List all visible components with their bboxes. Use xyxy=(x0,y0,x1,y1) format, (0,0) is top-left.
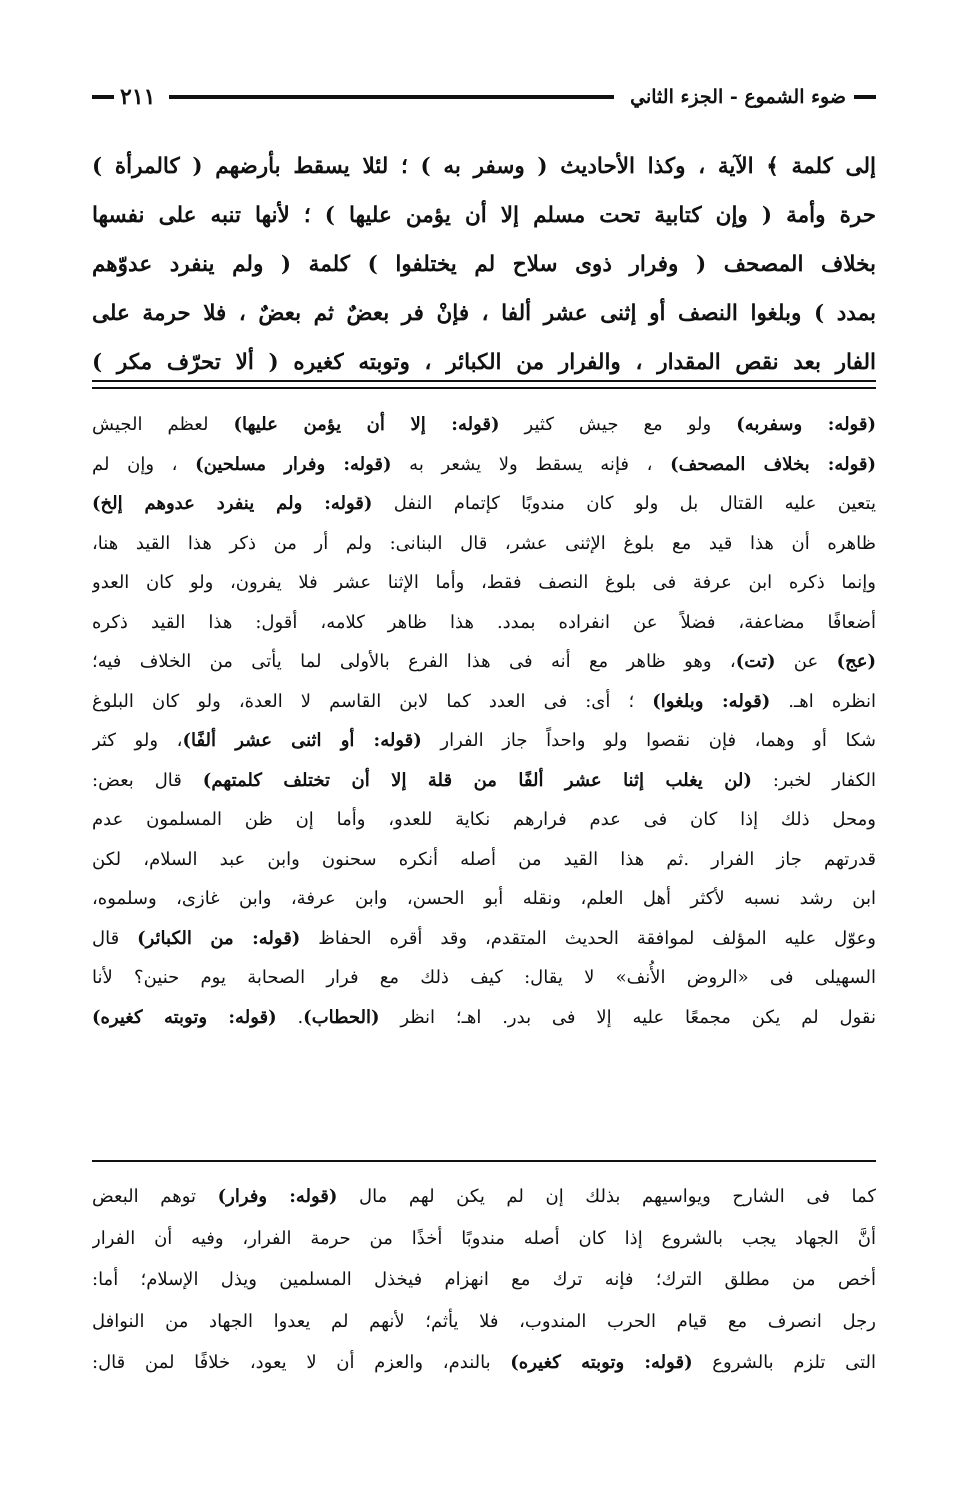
main-text-line: بخلاف المصحف ( وفرار ذوى سلاح لم يختلفوا ) كلمة ( ولم ينفرد عدوّهم xyxy=(92,252,876,277)
commentary-text: شكا أو وهما، فإن نقصوا ولو واحداً جاز الفرار xyxy=(421,730,876,751)
quoted-lemma: (قوله: من الكبائر) xyxy=(137,927,301,949)
commentary-section-1 xyxy=(92,405,876,1037)
commentary-text: نقول لم يكن مجمعًا عليه إلا فى بدر. اهـ؛ انظر xyxy=(379,1006,876,1028)
commentary-text: بالندم، والعزم أن لا يعود، خلافًا لمن قال: xyxy=(92,1352,511,1373)
page-header xyxy=(92,80,876,114)
double-rule-separator xyxy=(92,380,876,390)
commentary-line xyxy=(92,998,876,1038)
header-dash xyxy=(854,95,876,99)
commentary-text: ، فإنه يسقط ولا يشعر به xyxy=(391,453,671,475)
commentary-text: الكفار لخبر: xyxy=(751,769,876,791)
main-text-line: إلى كلمة ﴾ الآية ، وكذا الأحاديث ( وسفر به ) ؛ لئلا يسقط بأرضهم ( كالمرأة ) xyxy=(92,154,876,179)
main-text-line: الفار بعد نقص المقدار ، والفرار من الكبائر ، وتوبته كغيره ( ألا تحرّف مكر ) xyxy=(92,350,876,375)
commentary-line xyxy=(92,682,876,722)
commentary-line xyxy=(92,1301,876,1343)
commentary-text: عن xyxy=(775,651,837,672)
commentary-text: يتعين عليه القتال بل ولو كان مندوبًا كإتمام النفل xyxy=(372,493,876,514)
main-text xyxy=(92,142,876,387)
commentary-text: ، ولو كثر xyxy=(92,730,183,751)
quoted-lemma: (قوله: وتوبته كغيره) xyxy=(510,1352,693,1373)
commentary-line xyxy=(92,958,876,998)
commentary-text: انظره اهـ. xyxy=(770,690,876,712)
quoted-lemma: (قوله: وبلغوا) xyxy=(652,690,771,712)
commentary-text: قدرتهم جاز الفرار .ثم هذا القيد من أصله أنكره سحنون وابن عبد السلام، لكن xyxy=(92,848,876,870)
commentary-text: وإنما ذكره ابن عرفة فى بلوغ النصف فقط، وأما الإثنا عشر فلا يفرون، ولو كان العدو xyxy=(92,572,876,593)
commentary-text: ، وهو ظاهر مع أنه فى هذا الفرع بالأولى لما يأتى من الخلاف فيه؛ xyxy=(92,651,736,672)
commentary-line xyxy=(92,919,876,959)
quoted-lemma: (الحطاب) xyxy=(303,1006,380,1028)
commentary-text: أنَّ الجهاد يجب بالشروع إذا كان أصله مندوبًا أخذًا من حرمة الفرار، وفيه أن الفرار xyxy=(92,1227,876,1249)
commentary-line xyxy=(92,603,876,643)
commentary-line xyxy=(92,879,876,919)
commentary-text: أضعافًا مضاعفة، فضلاً عن انفراده بمدد. هذا ظاهر كلامه، أقول: هذا القيد ذكره xyxy=(92,611,876,633)
commentary-text: ، وإن لم xyxy=(92,453,196,475)
quoted-lemma: (قوله: أو اثنى عشر ألفًا) xyxy=(182,730,422,751)
commentary-line xyxy=(92,445,876,485)
quoted-lemma: (قوله: ولم ينفرد عدوهم إلخ) xyxy=(92,493,373,514)
rule-separator xyxy=(92,1160,876,1162)
commentary-text: ومحل ذلك إذا كان فى عدم فرارهم نكاية للعدو، وأما إن ظن المسلمون عدم xyxy=(92,809,876,830)
commentary-text: ظاهره أن هذا قيد مع بلوغ الإثنى عشر، قال البنانى: ولم أر من ذكر هذا القيد هنا، xyxy=(92,532,876,554)
commentary-text: التى تلزم بالشروع xyxy=(692,1352,876,1373)
commentary-section-2 xyxy=(92,1176,876,1384)
header-dash xyxy=(92,95,114,99)
commentary-text: ؛ أى: فى العدد كما لابن القاسم لا العدة، ولو كان البلوغ xyxy=(92,690,653,712)
commentary-text: أخص من مطلق الترك؛ فإنه ترك مع انهزام فيخذل المسلمين ويذل الإسلام؛ أما: xyxy=(92,1269,876,1290)
commentary-line xyxy=(92,524,876,564)
header-rule xyxy=(169,95,614,99)
commentary-line xyxy=(92,484,876,524)
quoted-lemma: (عج) xyxy=(836,651,876,672)
commentary-text: رجل انصرف مع قيام الحرب المندوب، فلا يأثم؛ لأنهم لم يعدوا الجهاد من النوافل xyxy=(92,1310,876,1332)
quoted-lemma: (قوله: وفرار مسلحين) xyxy=(195,453,392,475)
commentary-text: قال بعض: xyxy=(92,769,203,791)
commentary-text: السهيلى فى «الروض الأُنف» لا يقال: كيف ذلك مع فرار الصحابة يوم حنين؟ لأنا xyxy=(92,967,876,988)
commentary-text: لعظم الجيش xyxy=(92,414,234,435)
quoted-lemma: (لن يغلب إثنا عشر ألفًا من قلة إلا أن تختلف كلمتهم) xyxy=(202,769,752,791)
main-text-line: حرة وأمة ( وإن كتابية تحت مسلم إلا أن يؤمن عليها ) ؛ لأنها تنبه على نفسها xyxy=(92,203,876,228)
commentary-line xyxy=(92,761,876,801)
commentary-line xyxy=(92,405,876,445)
quoted-lemma: (قوله: بخلاف المصحف) xyxy=(670,453,876,475)
commentary-line xyxy=(92,1218,876,1260)
commentary-line xyxy=(92,1259,876,1301)
commentary-line xyxy=(92,721,876,761)
running-title: ضوء الشموع - الجزء الثاني xyxy=(630,86,846,108)
commentary-text: قال xyxy=(92,927,138,949)
commentary-line xyxy=(92,800,876,840)
main-text-line: بمدد ) وبلغوا النصف أو إثنى عشر ألفا ، فإنْ فر بعضٌ ثم بعضٌ ، فلا حرمة على xyxy=(92,301,876,326)
quoted-lemma: (قوله: إلا أن يؤمن عليها) xyxy=(233,414,500,435)
commentary-text: . xyxy=(276,1006,304,1028)
commentary-line xyxy=(92,642,876,682)
commentary-line xyxy=(92,1342,876,1384)
commentary-text: كما فى الشارح ويواسيهم بذلك إن لم يكن لهم مال xyxy=(337,1186,876,1207)
commentary-line xyxy=(92,1176,876,1218)
commentary-text: ولو مع جيش كثير xyxy=(499,414,737,435)
quoted-lemma: (قوله: وفرار) xyxy=(217,1186,338,1207)
commentary-line xyxy=(92,840,876,880)
commentary-line xyxy=(92,563,876,603)
commentary-text: ابن رشد نسبه لأكثر أهل العلم، ونقله أبو الحسن، وابن عرفة، وابن غازى، وسلموه، xyxy=(92,888,876,909)
commentary-text: وعوّل عليه المؤلف لموافقة الحديث المتقدم، وقد أقره الحفاظ xyxy=(300,927,876,949)
quoted-lemma: (قوله: وسفربه) xyxy=(736,414,876,435)
quoted-lemma: (تت) xyxy=(735,651,776,672)
page-number: ٢١١ xyxy=(120,84,156,110)
commentary-text: توهم البعض xyxy=(92,1186,218,1207)
quoted-lemma: (قوله: وتوبته كغيره) xyxy=(92,1006,277,1028)
